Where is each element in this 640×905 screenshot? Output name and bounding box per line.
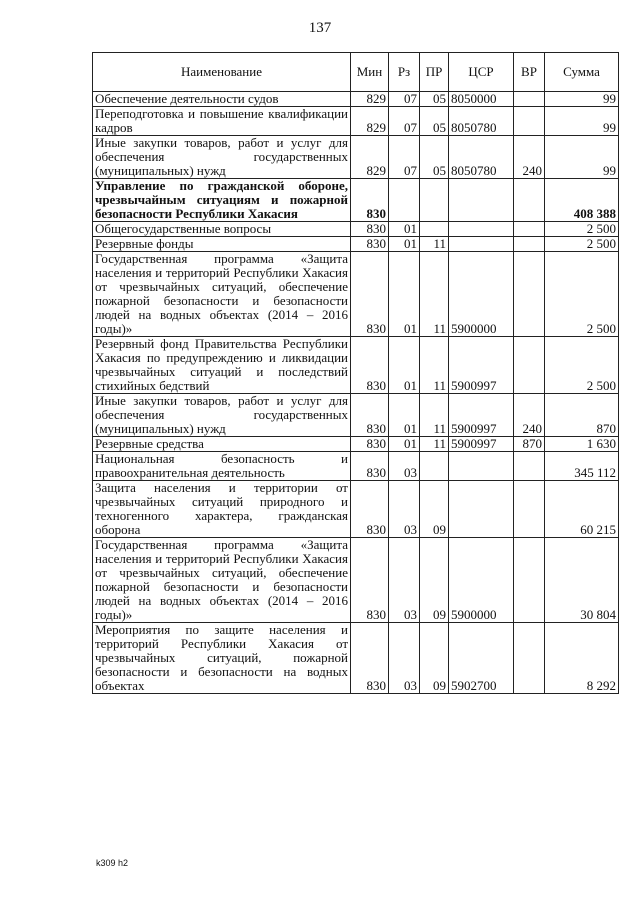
cell-csr: 8050000: [449, 92, 514, 107]
cell-csr: [449, 179, 514, 222]
cell-pr: 05: [420, 92, 449, 107]
cell-min: 830: [351, 337, 389, 394]
cell-pr: 11: [420, 252, 449, 337]
cell-csr: 5900000: [449, 252, 514, 337]
cell-rz: 03: [389, 623, 420, 694]
cell-min: 830: [351, 252, 389, 337]
cell-min: 830: [351, 394, 389, 437]
cell-vr: 870: [514, 437, 545, 452]
table-row: [93, 481, 619, 538]
cell-vr: [514, 92, 545, 107]
cell-name: Государственная программа «Защита населения и территорий Республики Хакасия от чрезвычайных ситуаций, обеспечение пожарной безопасности и безопасности людей на водных объектах (2014 – 2016 годы)»: [93, 252, 351, 337]
table-row: [93, 337, 619, 394]
cell-rz: 01: [389, 237, 420, 252]
header-pr: ПР: [420, 53, 449, 92]
cell-min: 829: [351, 92, 389, 107]
cell-name: Резервный фонд Правительства Республики Хакасия по предупреждению и ликвидации чрезвычайных ситуаций и последствий стихийных бедствий: [93, 337, 351, 394]
cell-rz: [389, 179, 420, 222]
cell-min: 830: [351, 452, 389, 481]
header-rz: Рз: [389, 53, 420, 92]
cell-vr: [514, 252, 545, 337]
header-min: Мин: [351, 53, 389, 92]
cell-pr: 05: [420, 107, 449, 136]
header-vr: ВР: [514, 53, 545, 92]
cell-name: Резервные фонды: [93, 237, 351, 252]
cell-name: Иные закупки товаров, работ и услуг для обеспечения государственных (муниципальных) нужд: [93, 394, 351, 437]
cell-name: Резервные средства: [93, 437, 351, 452]
cell-rz: 01: [389, 337, 420, 394]
table-row: [93, 623, 619, 694]
cell-sum: 2 500: [545, 252, 619, 337]
cell-vr: [514, 623, 545, 694]
cell-sum: 408 388: [545, 179, 619, 222]
cell-pr: 05: [420, 136, 449, 179]
cell-sum: 99: [545, 136, 619, 179]
table-body: [93, 92, 619, 694]
cell-vr: [514, 481, 545, 538]
cell-csr: [449, 237, 514, 252]
cell-vr: [514, 179, 545, 222]
cell-csr: 5900997: [449, 394, 514, 437]
cell-name: Государственная программа «Защита населения и территорий Республики Хакасия от чрезвычайных ситуаций, обеспечение пожарной безопасности и безопасности людей на водных объектах (2014 – 2016 годы)»: [93, 538, 351, 623]
cell-min: 830: [351, 481, 389, 538]
cell-rz: 07: [389, 107, 420, 136]
table-row: [93, 107, 619, 136]
cell-min: 830: [351, 538, 389, 623]
cell-pr: 09: [420, 481, 449, 538]
cell-name: Обеспечение деятельности судов: [93, 92, 351, 107]
cell-csr: [449, 481, 514, 538]
cell-rz: 01: [389, 437, 420, 452]
cell-vr: [514, 538, 545, 623]
cell-csr: 5902700: [449, 623, 514, 694]
cell-sum: 2 500: [545, 222, 619, 237]
cell-pr: [420, 179, 449, 222]
cell-min: 830: [351, 179, 389, 222]
cell-rz: 07: [389, 92, 420, 107]
cell-rz: 01: [389, 252, 420, 337]
cell-min: 830: [351, 437, 389, 452]
cell-rz: 03: [389, 452, 420, 481]
header-name: Наименование: [93, 53, 351, 92]
table-row: [93, 179, 619, 222]
cell-csr: [449, 452, 514, 481]
table-row: [93, 92, 619, 107]
cell-sum: 99: [545, 107, 619, 136]
cell-sum: 2 500: [545, 337, 619, 394]
page-number: 137: [308, 20, 332, 36]
cell-min: 830: [351, 222, 389, 237]
cell-pr: 11: [420, 237, 449, 252]
cell-vr: 240: [514, 394, 545, 437]
footer-code: k309 h2: [96, 858, 129, 868]
cell-csr: 8050780: [449, 107, 514, 136]
cell-csr: 8050780: [449, 136, 514, 179]
budget-table: [92, 52, 619, 694]
cell-min: 829: [351, 136, 389, 179]
cell-pr: [420, 452, 449, 481]
cell-min: 830: [351, 237, 389, 252]
cell-name: Защита населения и территории от чрезвычайных ситуаций природного и техногенного характера, гражданская оборона: [93, 481, 351, 538]
cell-name: Мероприятия по защите населения и территорий Республики Хакасия от чрезвычайных ситуаций, пожарной безопасности и безопасности на водных объектах: [93, 623, 351, 694]
cell-vr: [514, 237, 545, 252]
table-row: [93, 237, 619, 252]
cell-vr: [514, 222, 545, 237]
cell-pr: [420, 222, 449, 237]
cell-sum: 1 630: [545, 437, 619, 452]
cell-min: 830: [351, 623, 389, 694]
cell-csr: [449, 222, 514, 237]
table-row: [93, 394, 619, 437]
header-csr: ЦСР: [449, 53, 514, 92]
cell-name: Переподготовка и повышение квалификации кадров: [93, 107, 351, 136]
cell-name: Управление по гражданской обороне, чрезвычайным ситуациям и пожарной безопасности Республики Хакасия: [93, 179, 351, 222]
cell-sum: 30 804: [545, 538, 619, 623]
table-header-row: [93, 53, 619, 92]
cell-sum: 99: [545, 92, 619, 107]
cell-rz: 07: [389, 136, 420, 179]
cell-name: Национальная безопасность и правоохранительная деятельность: [93, 452, 351, 481]
cell-rz: 03: [389, 538, 420, 623]
cell-pr: 11: [420, 337, 449, 394]
cell-vr: [514, 337, 545, 394]
cell-vr: 240: [514, 136, 545, 179]
cell-vr: [514, 107, 545, 136]
cell-min: 829: [351, 107, 389, 136]
cell-rz: 01: [389, 222, 420, 237]
cell-pr: 09: [420, 623, 449, 694]
cell-pr: 11: [420, 394, 449, 437]
cell-pr: 11: [420, 437, 449, 452]
cell-pr: 09: [420, 538, 449, 623]
header-sum: Сумма: [545, 53, 619, 92]
cell-csr: 5900997: [449, 437, 514, 452]
table-row: [93, 437, 619, 452]
cell-vr: [514, 452, 545, 481]
table-row: [93, 252, 619, 337]
cell-csr: 5900997: [449, 337, 514, 394]
cell-sum: 870: [545, 394, 619, 437]
cell-sum: 345 112: [545, 452, 619, 481]
table-row: [93, 538, 619, 623]
table-row: [93, 452, 619, 481]
cell-rz: 01: [389, 394, 420, 437]
cell-name: Иные закупки товаров, работ и услуг для обеспечения государственных (муниципальных) нужд: [93, 136, 351, 179]
table-row: [93, 136, 619, 179]
cell-name: Общегосударственные вопросы: [93, 222, 351, 237]
cell-csr: 5900000: [449, 538, 514, 623]
cell-sum: 60 215: [545, 481, 619, 538]
cell-rz: 03: [389, 481, 420, 538]
cell-sum: 2 500: [545, 237, 619, 252]
cell-sum: 8 292: [545, 623, 619, 694]
table-row: [93, 222, 619, 237]
